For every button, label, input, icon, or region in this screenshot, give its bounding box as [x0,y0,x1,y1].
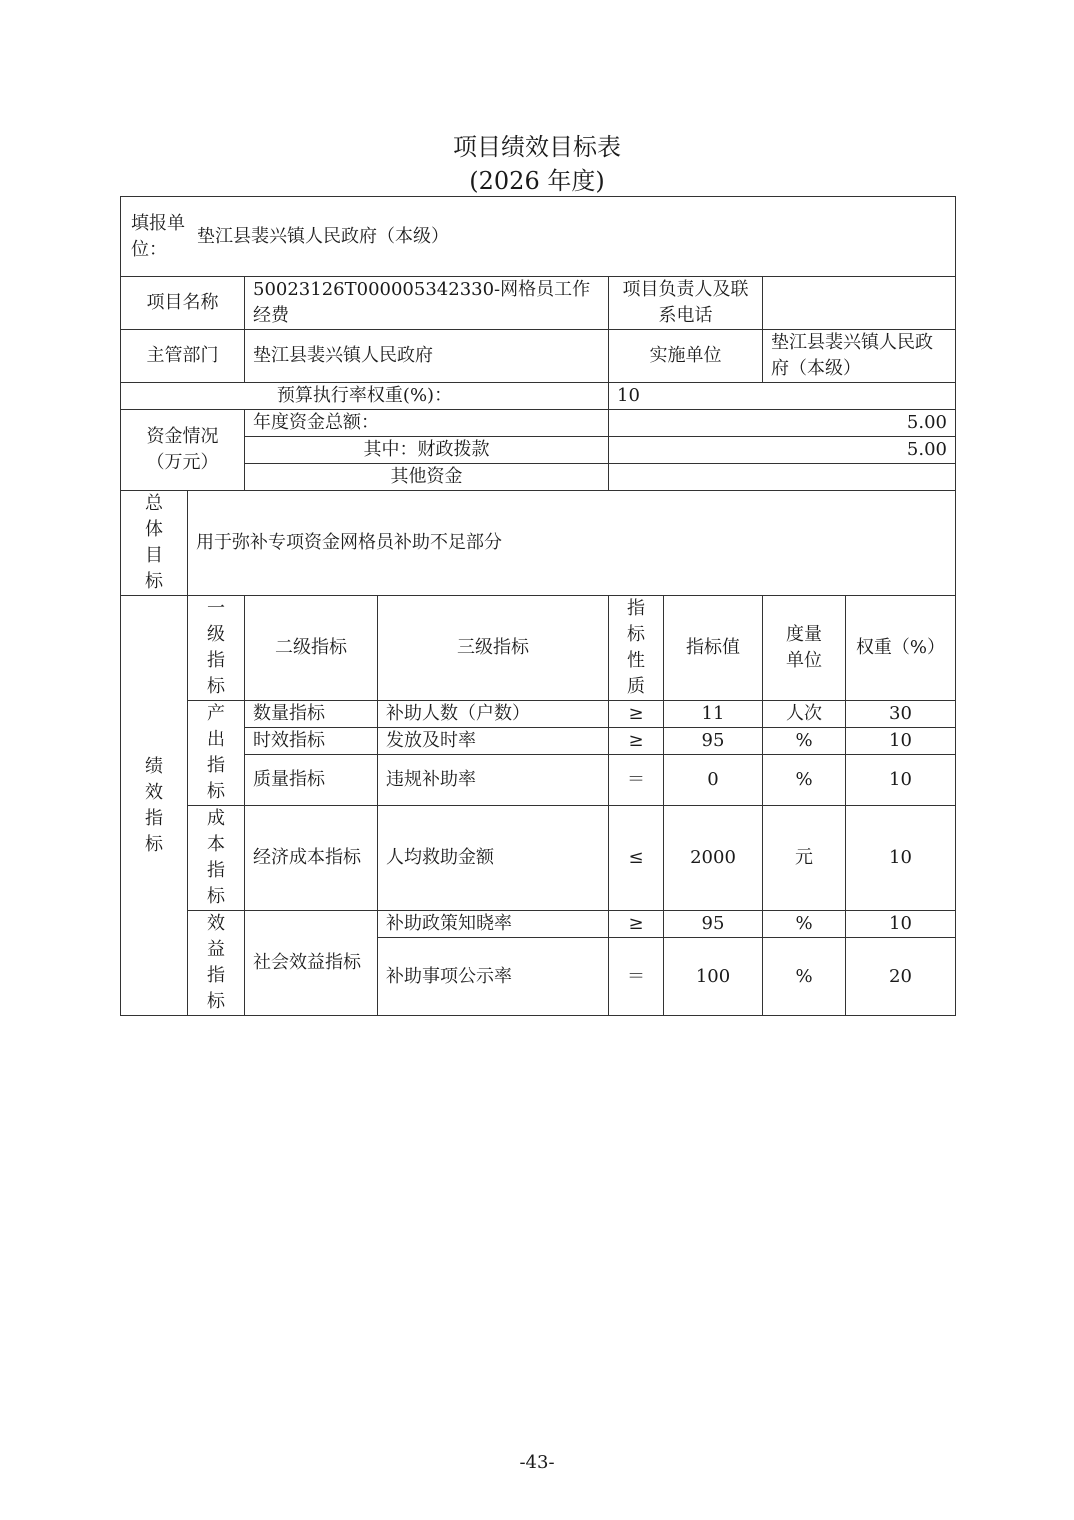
row-value: 11 [664,701,763,728]
page-number: -43- [519,1452,555,1473]
row-weight: 10 [846,806,956,911]
row-level3: 人均救助金额 [378,806,609,911]
header-weight: 权重（%） [846,596,956,701]
table-row [121,755,956,806]
header-nature: 指标性质 [609,596,664,701]
row-nature: ＝ [609,938,664,1016]
report-unit-value: 垫江县裴兴镇人民政府（本级） [197,225,449,247]
row-weight: 20 [846,938,956,1016]
indicators-section-label: 绩效指标 [121,596,188,1016]
page-subtitle: (2026 年度) [469,167,605,195]
row-level3: 违规补助率 [378,755,609,806]
funds-other-label: 其他资金 [245,464,609,491]
row-value: 95 [664,911,763,938]
row-nature: ≥ [609,728,664,755]
header-level1: 一级指标 [188,596,245,701]
report-unit-row [121,197,956,277]
group-output-label: 产出指标 [188,701,245,806]
row-value: 0 [664,755,763,806]
row-unit: 元 [763,806,846,911]
header-level3: 三级指标 [378,596,609,701]
dept-label: 主管部门 [121,330,245,383]
goal-label: 总体目标 [121,491,188,596]
row-unit: % [763,911,846,938]
row-value: 100 [664,938,763,1016]
row-weight: 10 [846,728,956,755]
row-nature: ≥ [609,911,664,938]
row-weight: 30 [846,701,956,728]
header-unit: 度量单位 [763,596,846,701]
page-title: 项目绩效目标表 [453,133,621,161]
funds-fiscal-label: 其中：财政拨款 [245,437,609,464]
row-value: 2000 [664,806,763,911]
goal-value: 用于弥补专项资金网格员补助不足部分 [188,491,956,596]
row-level3: 补助政策知晓率 [378,911,609,938]
row-weight: 10 [846,911,956,938]
impl-unit-value: 垫江县裴兴镇人民政府（本级） [763,330,956,383]
table-row [121,911,956,938]
header-value: 指标值 [664,596,763,701]
funds-total-value: 5.00 [609,410,956,437]
budget-rate-value: 10 [609,383,956,410]
row-weight: 10 [846,755,956,806]
table-row [121,728,956,755]
performance-table [120,196,956,1016]
row-nature: ＝ [609,755,664,806]
budget-rate-label: 预算执行率权重(%)： [121,383,609,410]
row-level3: 补助人数（户数） [378,701,609,728]
row-level3: 发放及时率 [378,728,609,755]
funds-fiscal-value: 5.00 [609,437,956,464]
row-level2: 时效指标 [245,728,378,755]
row-nature: ≥ [609,701,664,728]
table-row [121,701,956,728]
funds-label: 资金情况（万元） [121,410,245,491]
project-leader-value [763,277,956,330]
impl-unit-label: 实施单位 [609,330,763,383]
group-benefit-label: 效益指标 [188,911,245,1016]
project-leader-label: 项目负责人及联系电话 [609,277,763,330]
row-unit: % [763,755,846,806]
project-name-value: 50023126T000005342330-网格员工作经费 [245,277,609,330]
row-level2: 数量指标 [245,701,378,728]
row-value: 95 [664,728,763,755]
funds-other-value [609,464,956,491]
row-level3: 补助事项公示率 [378,938,609,1016]
group-cost-label: 成本指标 [188,806,245,911]
row-level2: 社会效益指标 [245,911,378,1016]
table-row [121,806,956,911]
funds-total-label: 年度资金总额： [245,410,609,437]
row-unit: % [763,938,846,1016]
row-unit: 人次 [763,701,846,728]
project-name-label: 项目名称 [121,277,245,330]
row-level2: 经济成本指标 [245,806,378,911]
report-unit-label: 填报单位： [131,212,185,260]
header-level2: 二级指标 [245,596,378,701]
row-nature: ≤ [609,806,664,911]
dept-value: 垫江县裴兴镇人民政府 [245,330,609,383]
row-unit: % [763,728,846,755]
row-level2: 质量指标 [245,755,378,806]
